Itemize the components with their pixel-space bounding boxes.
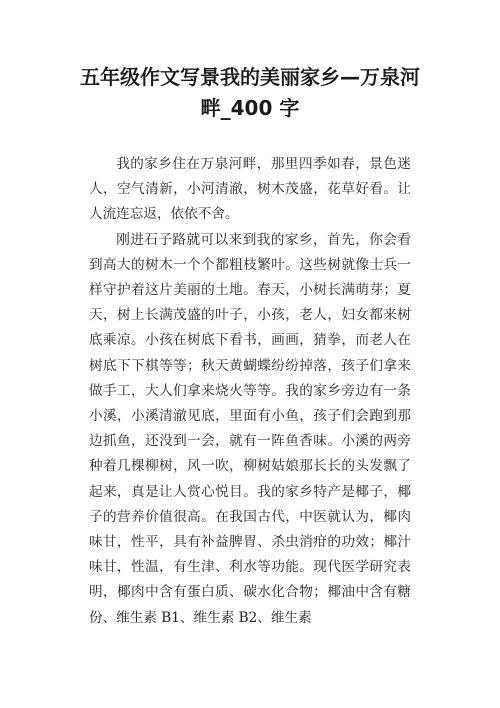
paragraph-main: 刚进石子路就可以来到我的家乡，首先，你会看到高大的树木一个个都粗枝繁叶。这些树就像士兵一样守护着这片美丽的土地。春天，小树长满萌芽；夏天，树上长满茂盛的叶子，小孩，老人，妇女都来树底乘凉。小孩在树底下看书，画画，猜拳，而老人在树底下下棋等等；秋天黄蝴蝶纷纷掉落，孩子们拿来做手工，大人们拿来烧火等等。我的家乡旁边有一条小溪，小溪清澈见底，里面有小鱼，孩子们会跑到那边抓鱼，还没到一会，就有一阵鱼香味。小溪的两旁种着几棵柳树，风一吹，柳树姑娘那长长的头发飘了起来，真是让人赏心悦目。我的家乡特产是椰子，椰子的营养价值很高。在我国古代，中医就认为，椰肉味甘，性平，具有补益脾胃、杀虫消疳的功效；椰汁味甘，性温，有生津、利水等功能。现代医学研究表明，椰肉中含有蛋白质、碳水化合物；椰油中含有糖份、维生素 B1、维生素 B2、维生素 (89, 231, 411, 626)
document-body (89, 152, 411, 631)
document-title: 五年级作文写景我的美丽家乡—万泉河畔_400 字 (80, 65, 420, 120)
paragraph-intro: 我的家乡住在万泉河畔，那里四季如春，景色迷人，空气清新，小河清澈，树木茂盛，花草好看。让人流连忘返，依依不舍。 (89, 156, 411, 223)
